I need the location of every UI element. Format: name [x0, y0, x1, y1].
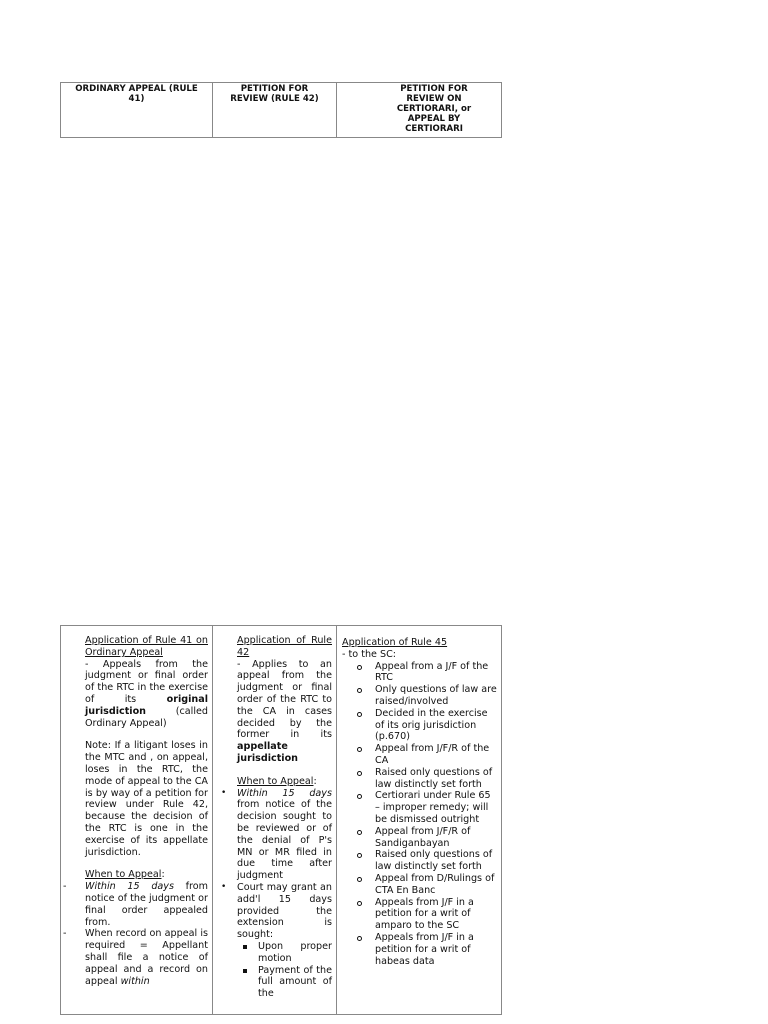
rule-42-when-heading: When to Appeal: [237, 775, 317, 787]
circle-bullet-icon [357, 665, 362, 670]
rule-45-cell [337, 626, 502, 1015]
circle-bullet-icon [357, 794, 362, 799]
list-item: • Court may grant an add'l 15 days provided the extension is sought: Upon proper motion Payment of the full amount of the [221, 881, 332, 1000]
square-bullet-icon [243, 945, 247, 949]
rule-45-intro: - to the SC: [342, 648, 397, 660]
sub-list-item: Payment of the full amount of the [240, 965, 332, 1000]
rule-41-cell [61, 626, 213, 1015]
list-item: Certiorari under Rule 65 – improper remedy; will be dismissed outright [351, 790, 497, 825]
list-item: Raised only questions of law distinctly set forth [351, 767, 497, 791]
rule-41-note: Note: If a litigant loses in the MTC and , on appeal, loses in the RTC, the mode of appeal to the CA is by way of a petition for review under Rule 42, because the decision of the RTC is one in the exercise of its appellate jurisdiction. [85, 740, 208, 858]
rule-45-title: Application of Rule 45 [342, 637, 448, 648]
list-item: Raised only questions of law distinctly set forth [351, 849, 497, 873]
list-item: Appeal from J/F/R of Sandiganbayan [351, 826, 497, 850]
list-item: Only questions of law are raised/involved [351, 684, 497, 708]
rule-42-intro: - Applies to an appeal from the judgment or final order of the RTC to the CA in cases decided by the former in its appellate jurisdiction [237, 658, 332, 764]
circle-bullet-icon [357, 901, 362, 906]
content-table [60, 625, 502, 1015]
header-ordinary-appeal: ORDINARY APPEAL (RULE 41) [61, 83, 213, 138]
rule-41-intro: - Appeals from the judgment or final order of the RTC in the exercise of its original jurisdiction (called Ordinary Appeal) [85, 658, 208, 729]
header-petition-certiorari: PETITION FOR REVIEW ON CERTIORARI, or APPEAL BY CERTIORARI [337, 83, 502, 138]
circle-bullet-icon [357, 747, 362, 752]
rule-42-sub-list [240, 941, 332, 1000]
rule-45-list [351, 661, 497, 968]
rule-42-when-list [218, 788, 332, 1000]
header-table [60, 82, 502, 138]
header-petition-for-review: PETITION FOR REVIEW (RULE 42) [213, 83, 337, 138]
circle-bullet-icon [357, 712, 362, 717]
sub-list-item: Upon proper motion [240, 941, 332, 965]
rule-41-when-heading: When to Appeal: [85, 869, 165, 881]
square-bullet-icon [243, 969, 247, 973]
list-item: Appeals from J/F in a petition for a writ of habeas data [351, 932, 497, 967]
rule-41-title: Application of Rule 41 on Ordinary Appeal [85, 635, 208, 658]
list-item: Appeals from J/F in a petition for a writ of amparo to the SC [351, 897, 497, 932]
list-item: - Within 15 days from notice of the judgment or final order appealed from. [63, 881, 208, 928]
circle-bullet-icon [357, 830, 362, 835]
circle-bullet-icon [357, 936, 362, 941]
list-item: Appeal from J/F/R of the CA [351, 743, 497, 767]
list-item: Appeal from D/Rulings of CTA En Banc [351, 873, 497, 897]
rule-41-when-list [61, 881, 208, 987]
circle-bullet-icon [357, 877, 362, 882]
rule-42-title: Application of Rule 42 [237, 635, 332, 658]
circle-bullet-icon [357, 853, 362, 858]
list-item: Decided in the exercise of its orig jurisdiction (p.670) [351, 708, 497, 743]
list-item: • Within 15 days from notice of the decision sought to be reviewed or of the denial of P's MN or MR filed in due time after judgment [221, 787, 332, 882]
circle-bullet-icon [357, 688, 362, 693]
rule-42-cell [213, 626, 337, 1015]
list-item: Appeal from a J/F of the RTC [351, 661, 497, 685]
list-item: - When record on appeal is required = Appellant shall file a notice of appeal and a record on appeal within [63, 928, 208, 987]
circle-bullet-icon [357, 771, 362, 776]
